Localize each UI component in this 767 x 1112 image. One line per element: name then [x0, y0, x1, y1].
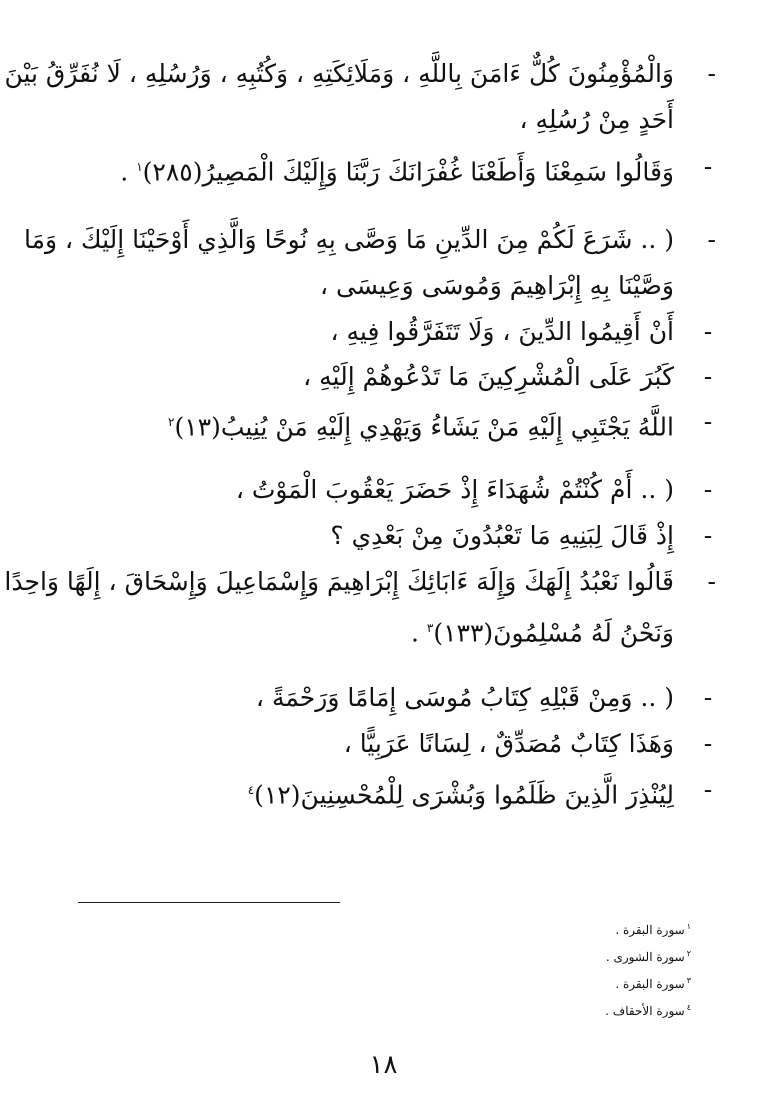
footnote-marker: ٤ [247, 783, 255, 797]
verse-tail: . [411, 618, 427, 648]
line-dash: - [703, 729, 713, 758]
verse-text: وَصَّيْنَا بِهِ إِبْرَاهِيمَ وَمُوسَى وَعِيسَى ، [319, 271, 674, 300]
verse-line [62, 355, 713, 399]
footnote-number: ٣ [686, 976, 691, 985]
verse-text: وَنَحْنُ لَهُ مُسْلِمُونَ(١٣٣) [433, 618, 674, 648]
line-dash: - [707, 225, 716, 254]
line-dash: - [703, 407, 713, 436]
verse-text: ( .. وَمِنْ قَبْلِهِ كِتَابُ مُوسَى إِمَامًا وَرَحْمَةً ، [255, 683, 674, 712]
verse-text: قَالُوا نَعْبُدُ إِلَهَكَ وَإِلَهَ ءَابَائِكَ إِبْرَاهِيمَ وَإِسْمَاعِيلَ وَإِسْحَاقَ ، إِلَهًا وَاحِدًا [4, 567, 674, 596]
line-dash: - [707, 567, 716, 596]
verse-line [62, 722, 713, 766]
verse-line [4, 52, 716, 96]
verse-text: كَبُرَ عَلَى الْمُشْرِكِينَ مَا تَدْعُوهُمْ إِلَيْهِ ، [303, 362, 674, 391]
verse-text: وَالْمُؤْمِنُونَ كُلٌّ ءَامَنَ بِاللَّهِ ، وَمَلَائِكَتِهِ ، وَكُتُبِهِ ، وَرُسُلِهِ ، لَا نُفَرِّقُ بَيْنَ [4, 59, 674, 88]
verse-line [4, 560, 716, 604]
footnote-text: سورة الشورى . [605, 950, 685, 964]
line-dash: - [703, 362, 713, 391]
verse-line [62, 676, 713, 720]
page-number: ١٨ [369, 1050, 398, 1080]
footnote-text: سورة البقرة . [615, 923, 685, 937]
footnote-number: ٤ [686, 1003, 691, 1012]
verse-line [62, 264, 702, 308]
footnote-marker: ٢ [167, 415, 175, 429]
verse-line [62, 98, 702, 142]
line-dash: - [703, 521, 713, 550]
verse-text: وَهَذَا كِتَابٌ مُصَدِّقٌ ، لِسَانًا عَرَبِيًّا ، [343, 729, 674, 758]
footnote-text: سورة الأحقاف . [605, 1004, 685, 1018]
verse-text: لِيُنْذِرَ الَّذِينَ ظَلَمُوا وَبُشْرَى لِلْمُحْسِنِينَ(١٢) [254, 780, 674, 810]
footnote [615, 972, 691, 993]
verse-text: ( .. أَمْ كُنْتُمْ شُهَدَاءَ إِذْ حَضَرَ يَعْقُوبَ الْمَوْتُ ، [235, 475, 674, 504]
verse-text: اللَّهُ يَجْتَبِي إِلَيْهِ مَنْ يَشَاءُ وَيَهْدِي إِلَيْهِ مَنْ يُنِيبُ(١٣) [174, 412, 674, 442]
verse-line [62, 606, 702, 650]
line-dash: - [703, 317, 713, 346]
verse-text: أَحَدٍ مِنْ رُسُلِهِ ، [519, 105, 674, 134]
verse-text: ( .. شَرَعَ لَكُمْ مِنَ الدِّينِ مَا وَصَّى بِهِ نُوحًا وَالَّذِي أَوْحَيْنَا إِلَيْكَ ، وَمَا [24, 225, 674, 254]
line-dash: - [703, 683, 713, 712]
footnote [615, 918, 691, 939]
footnote [606, 945, 691, 966]
verse-text: أَنْ أَقِيمُوا الدِّينَ ، وَلَا تَتَفَرَّقُوا فِيهِ ، [330, 317, 674, 346]
line-dash: - [703, 775, 713, 804]
line-dash: - [703, 475, 713, 504]
verse-text: إِذْ قَالَ لِبَنِيهِ مَا تَعْبُدُونَ مِنْ بَعْدِي ؟ [330, 521, 674, 550]
footnote-separator [78, 902, 340, 903]
verse-line [62, 468, 713, 512]
footnote-text: سورة البقرة . [615, 977, 685, 991]
footnote-number: ٢ [686, 949, 691, 958]
footnote-number: ١ [686, 922, 691, 931]
verse-line [62, 145, 713, 189]
verse-line [62, 514, 713, 558]
verse-text: وَقَالُوا سَمِعْنَا وَأَطَعْنَا غُفْرَانَكَ رَبَّنَا وَإِلَيْكَ الْمَصِيرُ(٢٨٥) [142, 157, 674, 187]
verse-line [24, 218, 716, 262]
verse-line [62, 310, 713, 354]
footnote-marker: ٣ [426, 621, 434, 635]
verse-line [62, 768, 713, 812]
line-dash: - [707, 59, 716, 88]
line-dash: - [703, 152, 713, 181]
verse-line [62, 400, 713, 444]
footnote [605, 999, 691, 1020]
verse-tail: . [120, 157, 137, 187]
footnote-marker: ١ [136, 160, 143, 174]
